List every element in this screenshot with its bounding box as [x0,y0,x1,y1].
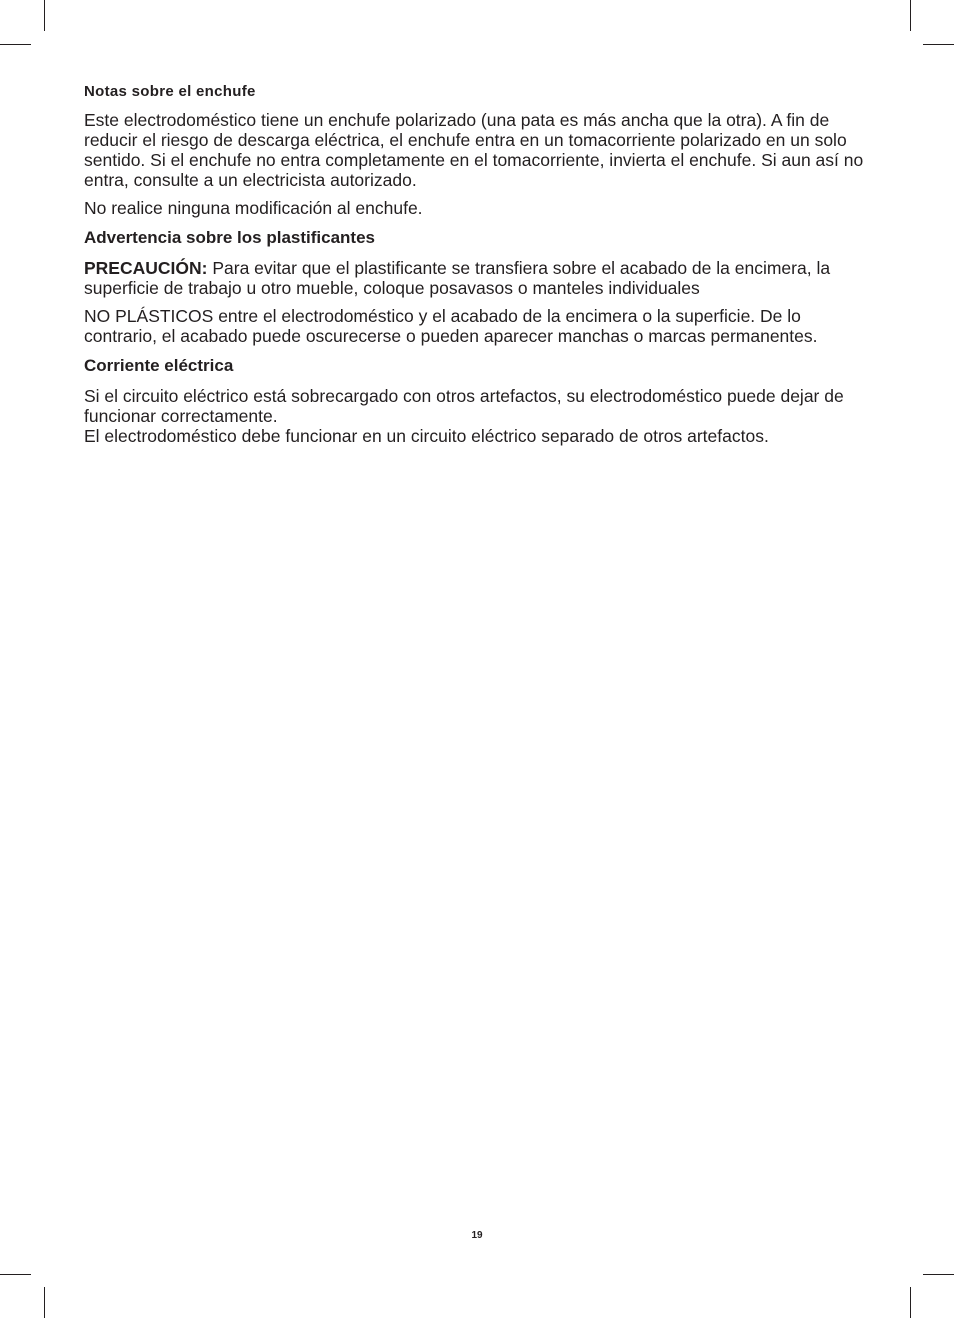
caution-text: Para evitar que el plastificante se transfiera sobre el acabado de la encimera, la superficie de trabajo u otro mueble, coloque posavasos o manteles individuales [84,258,831,298]
electrical-heading: Corriente eléctrica [84,356,234,375]
plug-modification-paragraph: No realice ninguna modificación al enchufe. [84,198,423,218]
crop-mark-top-left-horizontal [0,44,31,45]
page-content [84,82,874,454]
page-number: 19 [471,1230,483,1241]
crop-mark-bottom-left-horizontal [0,1274,31,1275]
electrical-overload-paragraph: Si el circuito eléctrico está sobrecargado con otros artefactos, su electrodoméstico puede dejar de funcionar correctamente. [84,386,844,426]
no-plastics-paragraph: NO PLÁSTICOS entre el electrodoméstico y el acabado de la encimera o la superficie. De lo contrario, el acabado puede oscurecerse o pueden aparecer manchas o marcas permanentes. [84,306,818,346]
crop-mark-top-right-horizontal [923,44,954,45]
crop-mark-top-right-vertical [910,0,911,31]
crop-mark-bottom-right-horizontal [923,1274,954,1275]
plug-notes-heading: Notas sobre el enchufe [84,83,256,100]
caution-label: PRECAUCIÓN: [84,258,208,278]
crop-mark-bottom-right-vertical [910,1287,911,1318]
plasticizers-heading: Advertencia sobre los plastificantes [84,228,375,247]
electrical-separate-circuit-paragraph: El electrodoméstico debe funcionar en un circuito eléctrico separado de otros artefactos. [84,426,769,446]
crop-mark-bottom-left-vertical [44,1287,45,1318]
caution-paragraph [84,258,874,298]
crop-mark-top-left-vertical [44,0,45,31]
plug-notes-paragraph: Este electrodoméstico tiene un enchufe polarizado (una pata es más ancha que la otra). A fin de reducir el riesgo de descarga eléctrica, el enchufe entra en un tomacorriente polarizado en un solo sentido. Si el enchufe no entra completamente en el tomacorriente, invierta el enchufe. Si aun así no entra, consulte a un electricista autorizado. [84,110,864,190]
